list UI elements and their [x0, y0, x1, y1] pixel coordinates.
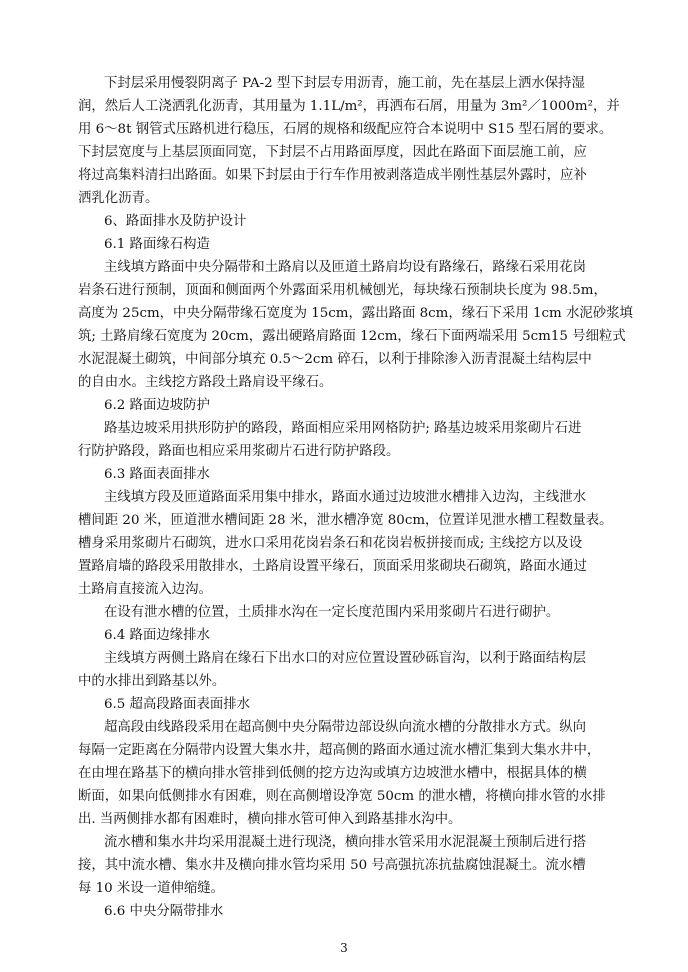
- paragraph-line: 主线填方路面中央分隔带和土路肩以及匝道土路肩均设有路缘石，路缘石采用花岗: [104, 260, 587, 275]
- subsection-heading: 6.6 中央分隔带排水: [104, 904, 224, 919]
- paragraph-line: 行防护路段，路面也相应采用浆砌片石进行防护路段。: [78, 444, 400, 459]
- paragraph-line: 置路肩墙的路段采用散排水，土路肩设置平缘石，顶面采用浆砌块石砌筑，路面水通过: [78, 559, 587, 574]
- paragraph-line: 中的水排出到路基以外。: [78, 674, 226, 689]
- paragraph-line: 超高段由线路段采用在超高侧中央分隔带边部设纵向流水槽的分散排水方式。纵向: [104, 720, 587, 735]
- subsection-heading: 6.5 超高段路面表面排水: [104, 697, 251, 712]
- paragraph-line: 在由埋在路基下的横向排水管排到低侧的挖方边沟或填方边坡泄水槽中，根据具体的横: [78, 766, 587, 781]
- paragraph-line: 在设有泄水槽的位置，土质排水沟在一定长度范围内采用浆砌片石进行砌护。: [104, 605, 560, 620]
- subsection-heading: 6.2 路面边坡防护: [104, 398, 210, 413]
- paragraph-line: 岩条石进行预制，顶面和侧面两个外露面采用机械刨光，每块缘石预制块长度为 98.5m，: [78, 283, 607, 298]
- paragraph-line: 出. 当两侧排水都有困难时，横向排水管可伸入到路基排水沟中。: [78, 812, 462, 827]
- paragraph-line: 主线填方段及匝道路面采用集中排水，路面水通过边坡泄水槽排入边沟，主线泄水: [104, 490, 587, 505]
- paragraph-line: 用 6～8t 钢管式压路机进行稳压，石屑的规格和级配应符合本说明中 S15 型石屑的要求。: [78, 122, 613, 137]
- paragraph-line: 每隔一定距离在分隔带内设置大集水井，超高侧的路面水通过流水槽汇集到大集水井中，: [78, 743, 601, 758]
- subsection-heading: 6.1 路面缘石构造: [104, 237, 210, 252]
- paragraph-line: 槽身采用浆砌片石砌筑，进水口采用花岗岩条石和花岗岩板拼接而成; 主线挖方以及设: [78, 536, 583, 551]
- paragraph-line: 流水槽和集水井均采用混凝土进行现浇，横向排水管采用水泥混凝土预制后进行搭: [104, 835, 587, 850]
- paragraph-line: 筑; 土路肩缘石宽度为 20cm，露出硬路肩路面 12cm，缘石下面两端采用 5cm15 号细粒式: [78, 329, 626, 344]
- section-heading: 6、路面排水及防护设计: [104, 214, 247, 229]
- paragraph-line: 主线填方两侧土路肩在缘石下出水口的对应位置设置砂砾盲沟，以利于路面结构层: [104, 651, 587, 666]
- paragraph-line: 下封层采用慢裂阴离子 PA-2 型下封层专用沥青，施工前，先在基层上洒水保持湿: [104, 76, 585, 91]
- paragraph-line: 断面，如果向低侧排水有困难，则在高侧增设净宽 50cm 的泄水槽，将横向排水管的水排: [78, 789, 606, 804]
- paragraph-line: 土路肩直接流入边沟。: [78, 582, 212, 597]
- paragraph-line: 每 10 米设一道伸缩缝。: [78, 881, 225, 896]
- paragraph-line: 下封层宽度与上基层顶面同宽，下封层不占用路面厚度，因此在路面下面层施工前，应: [78, 145, 587, 160]
- paragraph-line: 的自由水。主线挖方路段土路肩设平缘石。: [78, 375, 333, 390]
- paragraph-line: 路基边坡采用拱形防护的路段，路面相应采用网格防护; 路基边坡采用浆砌片石进: [104, 421, 582, 436]
- paragraph-line: 润，然后人工浇洒乳化沥青，其用量为 1.1L/m²，再洒布石屑，用量为 3m²／1000m²，并: [78, 99, 620, 114]
- paragraph-line: 水泥混凝土砌筑，中间部分填充 0.5～2cm 碎石，以利于排除渗入沥青混凝土结构层中: [78, 352, 592, 367]
- paragraph-line: 槽间距 20 米，匝道泄水槽间距 28 米，泄水槽净宽 80cm，位置详见泄水槽工程数量表。: [78, 513, 613, 528]
- paragraph-line: 高度为 25cm，中央分隔带缘石宽度为 15cm，露出路面 8cm，缘石下采用 1cm 水泥砂浆填: [78, 306, 633, 321]
- paragraph-line: 接，其中流水槽、集水井及横向排水管均采用 50 号高强抗冻抗盐腐蚀混凝土。流水槽: [78, 858, 586, 873]
- subsection-heading: 6.3 路面表面排水: [104, 467, 210, 482]
- page-number: 3: [340, 941, 348, 955]
- subsection-heading: 6.4 路面边缘排水: [104, 628, 210, 643]
- paragraph-line: 将过高集料清扫出路面。如果下封层由于行车作用被剥落造成半刚性基层外露时，应补: [78, 168, 587, 183]
- paragraph-line: 洒乳化沥青。: [78, 191, 159, 206]
